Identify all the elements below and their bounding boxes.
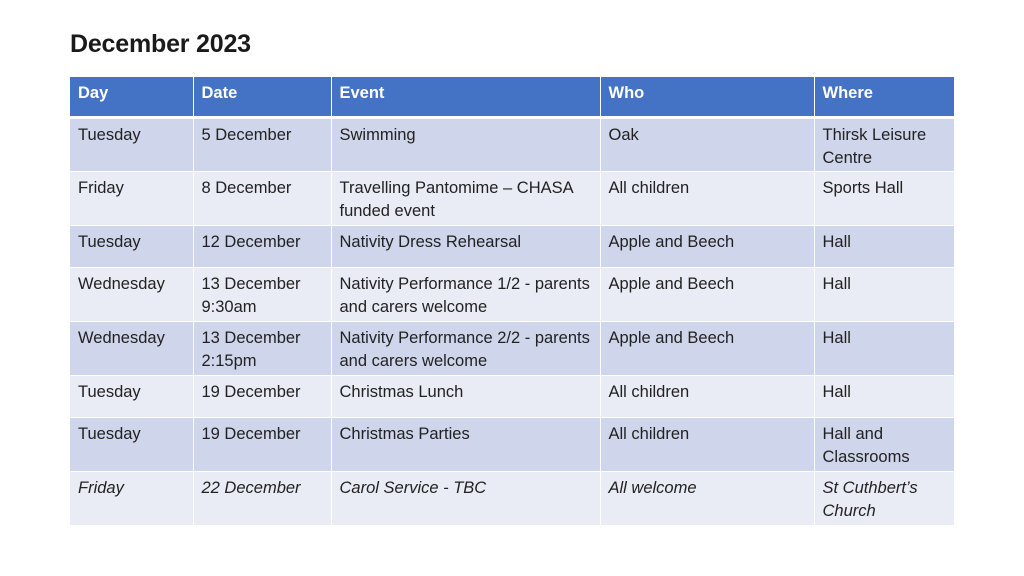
cell-who: All children xyxy=(600,417,814,471)
schedule-table xyxy=(70,77,954,526)
cell-who: All welcome xyxy=(600,471,814,525)
column-header-date: Date xyxy=(193,77,331,117)
cell-day: Tuesday xyxy=(70,417,193,471)
cell-event: Nativity Performance 1/2 - parents and carers welcome xyxy=(331,267,600,321)
table-row xyxy=(70,267,954,321)
cell-event: Swimming xyxy=(331,117,600,171)
cell-date: 19 December xyxy=(193,417,331,471)
cell-day: Wednesday xyxy=(70,321,193,375)
table-row xyxy=(70,117,954,171)
cell-event: Nativity Performance 2/2 - parents and carers welcome xyxy=(331,321,600,375)
cell-date: 22 December xyxy=(193,471,331,525)
cell-who: All children xyxy=(600,375,814,417)
cell-where: Hall xyxy=(814,321,954,375)
cell-date: 5 December xyxy=(193,117,331,171)
cell-day: Friday xyxy=(70,471,193,525)
table-row xyxy=(70,225,954,267)
cell-day: Friday xyxy=(70,171,193,225)
cell-date: 19 December xyxy=(193,375,331,417)
column-header-where: Where xyxy=(814,77,954,117)
page-title: December 2023 xyxy=(70,30,251,58)
cell-where: Hall xyxy=(814,375,954,417)
cell-event: Travelling Pantomime – CHASA funded event xyxy=(331,171,600,225)
cell-day: Tuesday xyxy=(70,375,193,417)
cell-where: Hall xyxy=(814,267,954,321)
cell-where: Thirsk Leisure Centre xyxy=(814,117,954,171)
table-row xyxy=(70,417,954,471)
cell-who: Oak xyxy=(600,117,814,171)
cell-who: Apple and Beech xyxy=(600,321,814,375)
cell-date: 13 December 2:15pm xyxy=(193,321,331,375)
table-header-row xyxy=(70,77,954,117)
cell-event: Nativity Dress Rehearsal xyxy=(331,225,600,267)
cell-who: Apple and Beech xyxy=(600,225,814,267)
cell-date: 13 December 9:30am xyxy=(193,267,331,321)
column-header-who: Who xyxy=(600,77,814,117)
cell-day: Tuesday xyxy=(70,225,193,267)
cell-who: Apple and Beech xyxy=(600,267,814,321)
table-row xyxy=(70,171,954,225)
cell-event: Christmas Parties xyxy=(331,417,600,471)
cell-day: Wednesday xyxy=(70,267,193,321)
table-row xyxy=(70,471,954,525)
cell-where: Hall and Classrooms xyxy=(814,417,954,471)
cell-where: St Cuthbert’s Church xyxy=(814,471,954,525)
cell-where: Hall xyxy=(814,225,954,267)
cell-date: 12 December xyxy=(193,225,331,267)
table-row xyxy=(70,375,954,417)
cell-event: Carol Service - TBC xyxy=(331,471,600,525)
cell-day: Tuesday xyxy=(70,117,193,171)
cell-who: All children xyxy=(600,171,814,225)
cell-where: Sports Hall xyxy=(814,171,954,225)
column-header-day: Day xyxy=(70,77,193,117)
table-row xyxy=(70,321,954,375)
cell-event: Christmas Lunch xyxy=(331,375,600,417)
column-header-event: Event xyxy=(331,77,600,117)
cell-date: 8 December xyxy=(193,171,331,225)
